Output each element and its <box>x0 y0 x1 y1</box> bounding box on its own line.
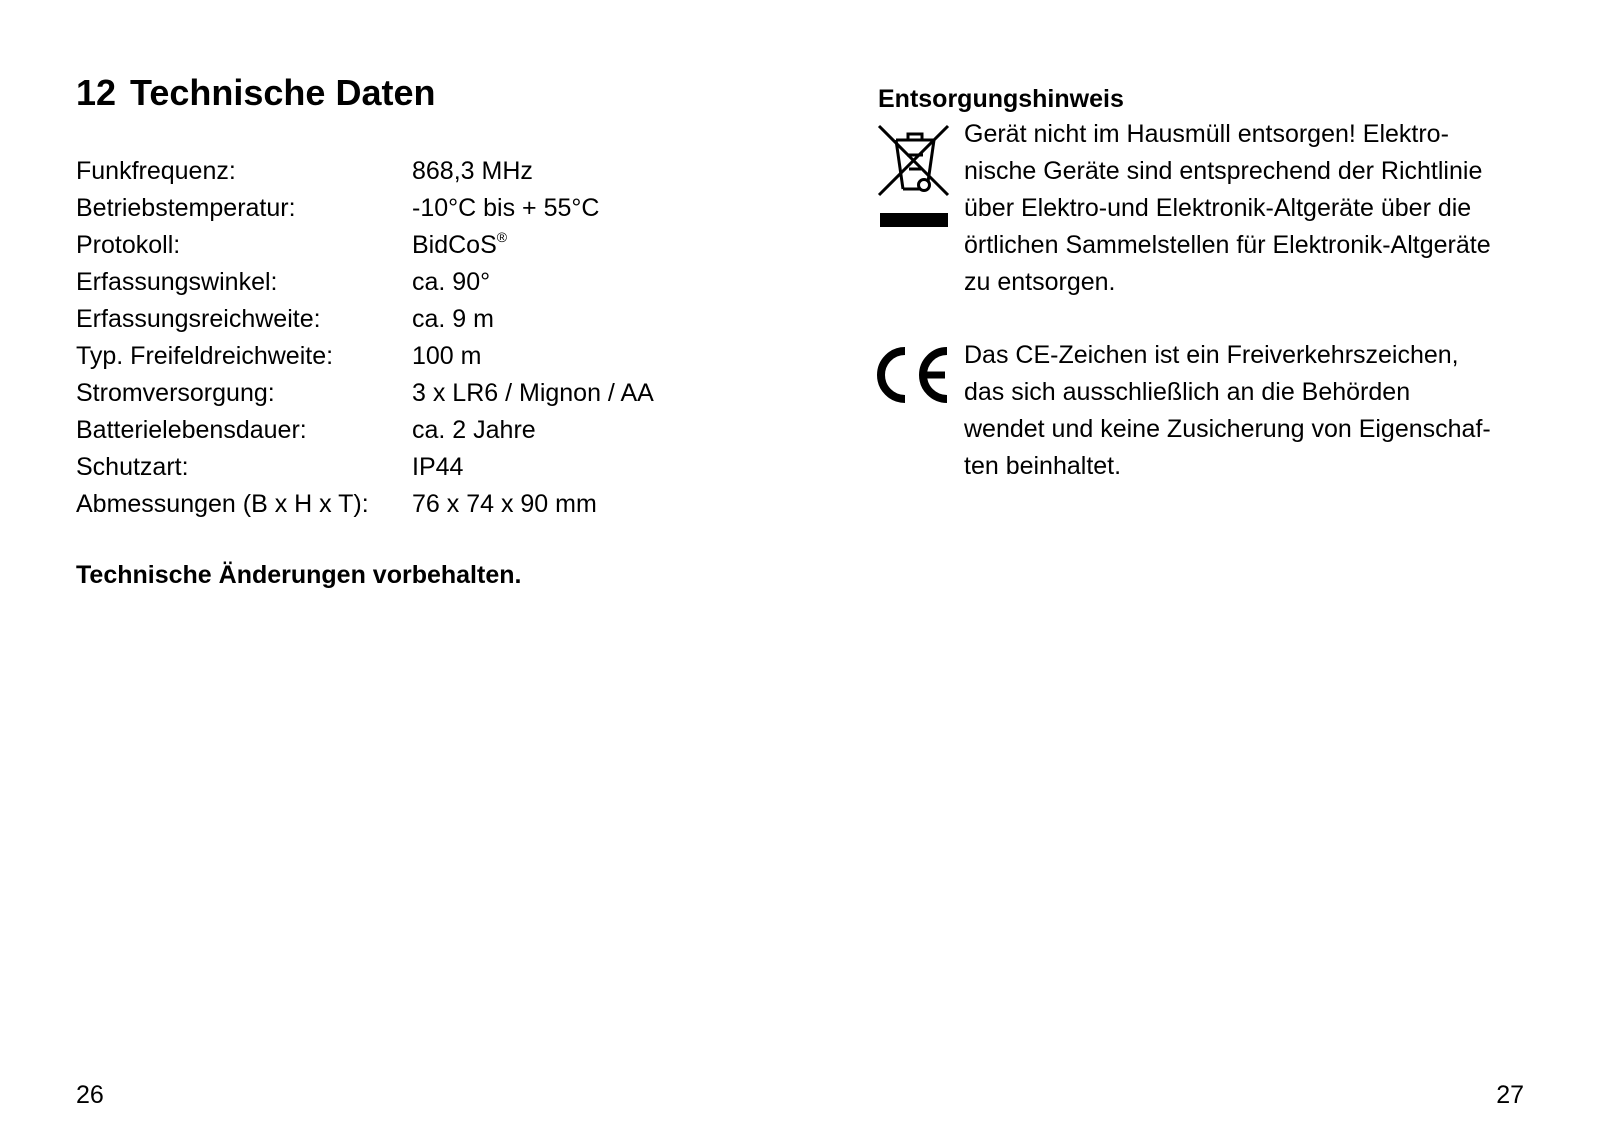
disposal-line: örtlichen Sammelstellen für Elektronik-Altgeräte <box>964 231 1491 259</box>
spec-value: -10°C bis + 55°C <box>412 194 600 222</box>
spec-label: Protokoll: <box>76 231 181 259</box>
spec-value: ca. 2 Jahre <box>412 416 536 444</box>
spec-label: Batterielebensdauer: <box>76 416 307 444</box>
spec-value: 868,3 MHz <box>412 157 533 185</box>
page-number-left: 26 <box>76 1081 104 1109</box>
spec-row <box>76 486 654 523</box>
page-number-right: 27 <box>1496 1081 1524 1109</box>
crossed-out-wheelie-bin-icon <box>876 123 952 233</box>
right-page <box>800 0 1600 1136</box>
spec-row <box>76 449 654 486</box>
disposal-text <box>964 116 1544 301</box>
spec-row <box>76 338 654 375</box>
registered-mark: ® <box>496 229 508 245</box>
disposal-line: zu entsorgen. <box>964 268 1116 296</box>
spec-value: 3 x LR6 / Mignon / AA <box>412 379 654 407</box>
spec-value: ca. 90° <box>412 268 491 296</box>
ce-line: wendet und keine Zusicherung von Eigenschaf- <box>964 415 1491 443</box>
spec-value: 76 x 74 x 90 mm <box>412 490 597 518</box>
spec-value: 100 m <box>412 342 482 370</box>
spec-row <box>76 153 654 190</box>
spec-value: ca. 9 m <box>412 305 494 333</box>
spec-label: Erfassungsreichweite: <box>76 305 321 333</box>
spec-label: Schutzart: <box>76 453 189 481</box>
spec-label: Betriebstemperatur: <box>76 194 296 222</box>
changes-reserved-note: Technische Änderungen vorbehalten. <box>76 561 522 589</box>
spec-row <box>76 190 654 227</box>
section-title-text: Technische Daten <box>130 72 436 113</box>
ce-text <box>964 337 1544 485</box>
spec-label: Funkfrequenz: <box>76 157 236 185</box>
section-number: 12 <box>76 72 117 113</box>
protocol-name: BidCoS <box>412 231 497 259</box>
ce-mark-icon <box>876 346 954 404</box>
spec-label: Abmessungen (B x H x T): <box>76 490 369 518</box>
spec-label: Stromversorgung: <box>76 379 275 407</box>
spec-label: Typ. Freifeldreichweite: <box>76 342 334 370</box>
spec-value: IP44 <box>412 453 464 481</box>
ce-line: das sich ausschließlich an die Behörden <box>964 378 1411 406</box>
spec-value-protocol <box>412 227 507 264</box>
ce-line: Das CE-Zeichen ist ein Freiverkehrszeichen, <box>964 341 1459 369</box>
disposal-heading: Entsorgungshinweis <box>878 85 1124 113</box>
disposal-line: nische Geräte sind entsprechend der Richtlinie <box>964 157 1483 185</box>
disposal-line: über Elektro-und Elektronik-Altgeräte über die <box>964 194 1472 222</box>
ce-line: ten beinhaltet. <box>964 452 1122 480</box>
spec-label: Erfassungswinkel: <box>76 268 278 296</box>
spec-row <box>76 264 654 301</box>
spec-table <box>76 153 654 523</box>
spec-row <box>76 375 654 412</box>
section-title <box>76 70 435 116</box>
disposal-line: Gerät nicht im Hausmüll entsorgen! Elektro- <box>964 120 1449 148</box>
spec-row <box>76 227 654 264</box>
spec-row <box>76 301 654 338</box>
spec-row <box>76 412 654 449</box>
